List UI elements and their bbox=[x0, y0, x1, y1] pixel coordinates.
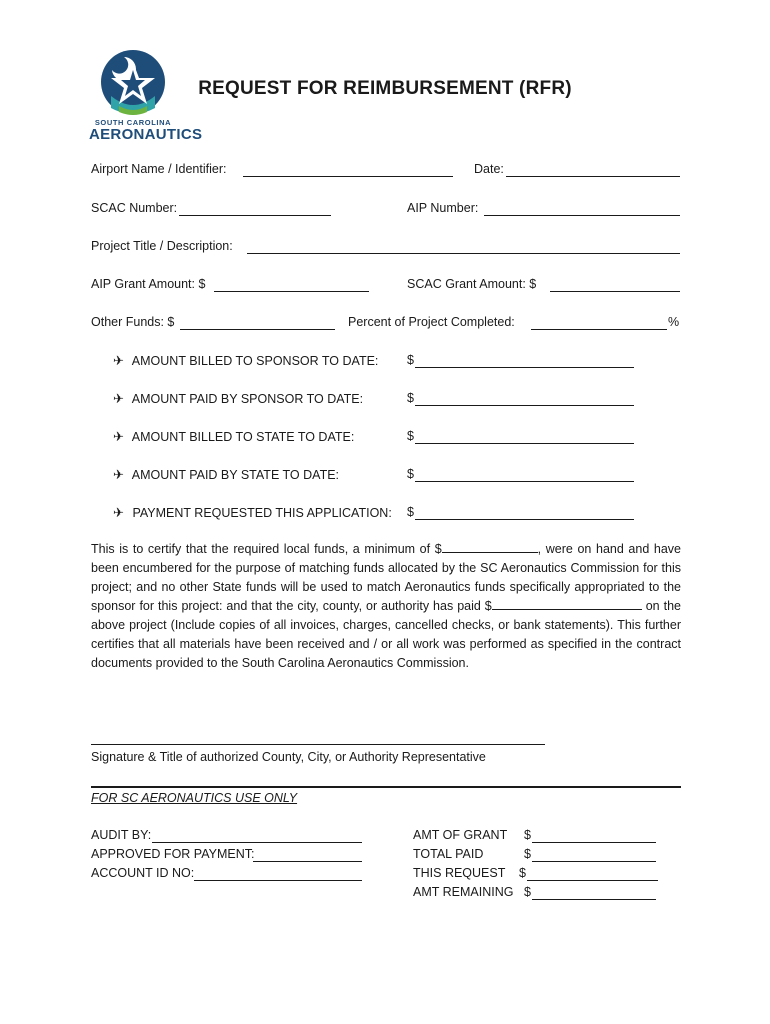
scac-grant-amount-label: SCAC Grant Amount: $ bbox=[407, 277, 537, 291]
airport-name-label: Airport Name / Identifier: bbox=[91, 162, 227, 176]
currency-sign: $ bbox=[407, 353, 414, 367]
total-paid-field[interactable] bbox=[532, 861, 656, 862]
approved-for-payment-field[interactable] bbox=[253, 861, 362, 862]
scac-grant-amount-field[interactable] bbox=[550, 291, 680, 292]
airplane-icon: ✈ bbox=[113, 505, 124, 520]
signature-line[interactable] bbox=[91, 744, 545, 745]
amt-of-grant-label: AMT OF GRANT bbox=[413, 828, 508, 842]
account-id-label: ACCOUNT ID NO: bbox=[91, 866, 195, 880]
currency-sign: $ bbox=[407, 391, 414, 405]
amount-row-paid-state bbox=[113, 467, 339, 483]
amount-row-label: AMOUNT PAID BY STATE TO DATE: bbox=[131, 468, 340, 482]
aip-number-label: AIP Number: bbox=[407, 201, 479, 215]
amount-row-payment-requested bbox=[113, 505, 392, 521]
airplane-icon: ✈ bbox=[113, 391, 124, 406]
airplane-icon: ✈ bbox=[113, 429, 124, 444]
percent-completed-field[interactable] bbox=[531, 329, 667, 330]
amt-remaining-field[interactable] bbox=[532, 899, 656, 900]
minimum-local-funds-field[interactable] bbox=[442, 540, 538, 553]
project-title-label: Project Title / Description: bbox=[91, 239, 233, 253]
payment-requested-field[interactable] bbox=[415, 519, 634, 520]
certification-paragraph bbox=[91, 540, 681, 673]
logo-line-1: SOUTH CAROLINA bbox=[94, 118, 172, 127]
aip-grant-amount-field[interactable] bbox=[214, 291, 369, 292]
currency-sign: $ bbox=[524, 885, 531, 899]
audit-by-field[interactable] bbox=[152, 842, 362, 843]
amount-row-label: AMOUNT BILLED TO STATE TO DATE: bbox=[131, 430, 355, 444]
airplane-icon: ✈ bbox=[113, 353, 124, 368]
amount-paid-sponsor-field[interactable] bbox=[415, 405, 634, 406]
aip-grant-amount-label: AIP Grant Amount: $ bbox=[91, 277, 206, 291]
scac-number-label: SCAC Number: bbox=[91, 201, 178, 215]
amount-billed-state-field[interactable] bbox=[415, 443, 634, 444]
approved-for-payment-label: APPROVED FOR PAYMENT: bbox=[91, 847, 255, 861]
this-request-field[interactable] bbox=[527, 880, 658, 881]
amt-remaining-label: AMT REMAINING bbox=[413, 885, 514, 899]
airplane-icon: ✈ bbox=[113, 467, 124, 482]
other-funds-label: Other Funds: $ bbox=[91, 315, 175, 329]
date-label: Date: bbox=[474, 162, 504, 176]
scac-number-field[interactable] bbox=[179, 215, 331, 216]
certification-text-2: , were on hand and have been encumbered for the purpose of matching funds allocated by the SC Aeronautics Commission for this project; and no other State funds will be used to match Aeronautics funds specifically appropriated to the sponsor for this project: and that the city, county, or authority has paid $ bbox=[91, 542, 681, 613]
currency-sign: $ bbox=[407, 467, 414, 481]
certification-text-3: on the above project (Include copies of all invoices, charges, cancelled checks, or bank statements). This further certifies that all materials have been received and / or all work was performed as specified in the contract documents provided to the South Carolina Aeronautics Commission. bbox=[91, 599, 681, 670]
page-title: REQUEST FOR REIMBURSEMENT (RFR) bbox=[198, 78, 572, 99]
amount-row-label: AMOUNT PAID BY SPONSOR TO DATE: bbox=[131, 392, 364, 406]
other-funds-field[interactable] bbox=[180, 329, 335, 330]
amount-row-billed-state bbox=[113, 429, 354, 445]
amt-of-grant-field[interactable] bbox=[532, 842, 656, 843]
audit-by-label: AUDIT BY: bbox=[91, 828, 152, 842]
date-field[interactable] bbox=[506, 176, 680, 177]
amount-row-paid-sponsor bbox=[113, 391, 363, 407]
aip-number-field[interactable] bbox=[484, 215, 680, 216]
amount-row-label: AMOUNT BILLED TO SPONSOR TO DATE: bbox=[131, 354, 379, 368]
total-paid-label: TOTAL PAID bbox=[413, 847, 484, 861]
amount-row-label: PAYMENT REQUESTED THIS APPLICATION: bbox=[132, 506, 392, 520]
amount-billed-sponsor-field[interactable] bbox=[415, 367, 634, 368]
project-title-field[interactable] bbox=[247, 253, 680, 254]
currency-sign: $ bbox=[524, 847, 531, 861]
this-request-label: THIS REQUEST bbox=[413, 866, 506, 880]
signature-label: Signature & Title of authorized County, City, or Authority Representative bbox=[91, 750, 486, 764]
percent-completed-label: Percent of Project Completed: bbox=[348, 315, 515, 329]
currency-sign: $ bbox=[524, 828, 531, 842]
amount-paid-by-authority-field[interactable] bbox=[492, 597, 642, 610]
currency-sign: $ bbox=[407, 505, 414, 519]
amount-row-billed-sponsor bbox=[113, 353, 378, 369]
account-id-field[interactable] bbox=[194, 880, 362, 881]
currency-sign: $ bbox=[519, 866, 526, 880]
amount-paid-state-field[interactable] bbox=[415, 481, 634, 482]
currency-sign: $ bbox=[407, 429, 414, 443]
section-divider bbox=[91, 786, 681, 788]
percent-sign: % bbox=[668, 315, 680, 329]
certification-text-1: This is to certify that the required local funds, a minimum of $ bbox=[91, 542, 442, 556]
office-use-heading: FOR SC AERONAUTICS USE ONLY bbox=[91, 791, 298, 805]
logo-line-2: AERONAUTICS bbox=[89, 126, 203, 143]
airport-name-field[interactable] bbox=[243, 176, 453, 177]
